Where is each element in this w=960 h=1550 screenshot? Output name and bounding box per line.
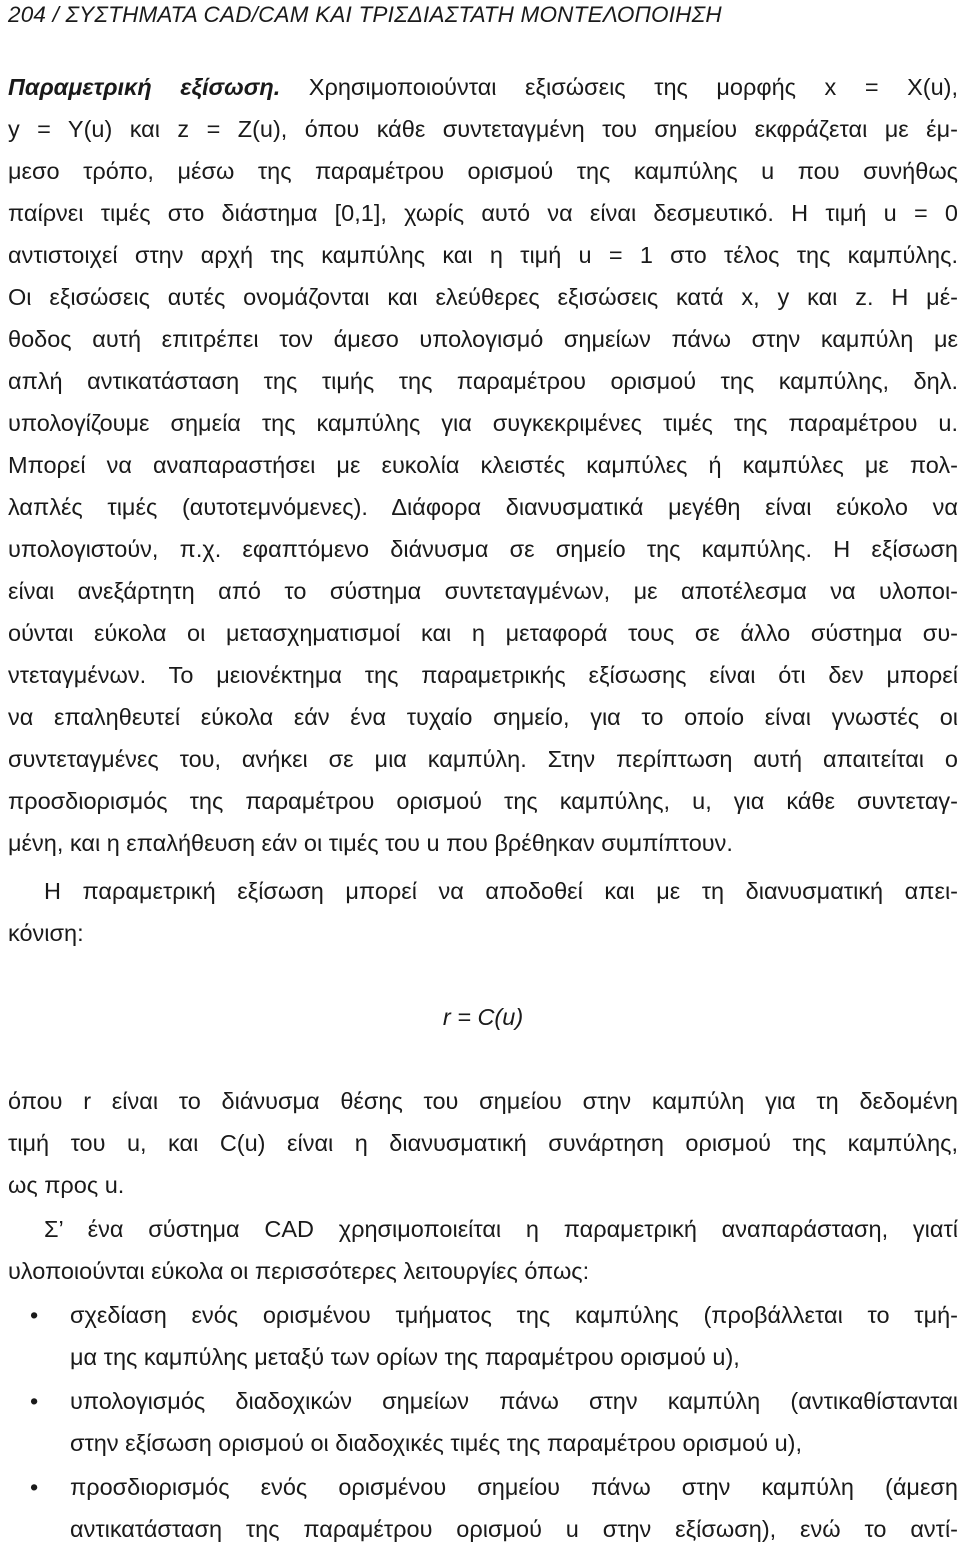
paragraph-3-line-1: όπου r είναι το διάνυσμα θέσης του σημείου στην καμπύλη για τη δεδομένη — [8, 1088, 958, 1114]
paragraph-3-line-3: ως προς u. — [8, 1172, 125, 1198]
paragraph-1-line: παίρνει τιμές στο διάστημα [0,1], χωρίς αυτό να είναι δεσμευτικό. Η τιμή u = 0 — [8, 200, 958, 226]
paragraph-1-line-1-text: Χρησιμοποιούνται εξισώσεις της μορφής x = X(u), — [280, 74, 959, 100]
paragraph-2-line-1: Η παραμετρική εξίσωση μπορεί να αποδοθεί και με τη διανυσματική απει- — [44, 878, 958, 904]
paragraph-1-line: θοδος αυτή επιτρέπει τον άμεσο υπολογισμό σημείων πάνω στην καμπύλη με — [8, 326, 958, 352]
paragraph-1-line: είναι ανεξάρτητη από το σύστημα συντεταγμένων, με αποτέλεσμα να υλοποι- — [8, 578, 958, 604]
paragraph-1-line: μεσο τρόπο, μέσω της παραμέτρου ορισμού της καμπύλης u που συνήθως — [8, 158, 958, 184]
paragraph-1-line: ντεταγμένων. Το μειονέκτημα της παραμετρικής εξίσωσης είναι ότι δεν μπορεί — [8, 662, 958, 688]
bullet-item-3-line-2: αντικατάσταση της παραμέτρου ορισμού u στην εξίσωση), ενώ το αντί- — [70, 1516, 958, 1542]
paragraph-2-line-2: κόνιση: — [8, 920, 84, 946]
bullet-marker: • — [30, 1388, 39, 1414]
bullet-item-2-line-1: υπολογισμός διαδοχικών σημείων πάνω στην καμπύλη (αντικαθίστανται — [70, 1388, 958, 1414]
paragraph-3-line-2: τιμή του u, και C(u) είναι η διανυσματική συνάρτηση ορισμού της καμπύλης, — [8, 1130, 958, 1156]
paragraph-1-line: Οι εξισώσεις αυτές ονομάζονται και ελεύθερες εξισώσεις κατά x, y και z. Η μέ- — [8, 284, 958, 310]
paragraph-1-line: προσδιορισμός της παραμέτρου ορισμού της καμπύλης, u, για κάθε συντεταγ- — [8, 788, 958, 814]
paragraph-1-line: συντεταγμένες του, ανήκει σε μια καμπύλη. Στην περίπτωση αυτή απαιτείται ο — [8, 746, 958, 772]
paragraph-1-line: λαπλές τιμές (αυτοτεμνόμενες). Διάφορα διανυσματικά μεγέθη είναι εύκολο να — [8, 494, 958, 520]
paragraph-1-line: υπολογιστούν, π.χ. εφαπτόμενο διάνυσμα σε σημείο της καμπύλης. Η εξίσωση — [8, 536, 958, 562]
paragraph-4-line-2: υλοποιούνται εύκολα οι περισσότερες λειτουργίες όπως: — [8, 1258, 590, 1284]
paragraph-1-line: y = Y(u) και z = Z(u), όπου κάθε συντεταγμένη του σημείου εκφράζεται με έμ- — [8, 116, 958, 142]
paragraph-4-line-1: Σ’ ένα σύστημα CAD χρησιμοποιείται η παραμετρική αναπαράσταση, γιατί — [44, 1216, 958, 1242]
bullet-item-2-line-2: στην εξίσωση ορισμού οι διαδοχικές τιμές της παραμέτρου ορισμού u), — [70, 1430, 803, 1456]
formula: r = C(u) — [442, 1004, 524, 1030]
bullet-marker: • — [30, 1302, 39, 1328]
paragraph-1-line: απλή αντικατάσταση της τιμής της παραμέτρου ορισμού της καμπύλης, δηλ. — [8, 368, 958, 394]
bullet-item-3-line-1: προσδιορισμός ενός ορισμένου σημείου πάνω στην καμπύλη (άμεση — [70, 1474, 958, 1500]
term-heading: Παραμετρική εξίσωση. — [8, 74, 281, 100]
bullet-marker: • — [30, 1474, 39, 1500]
paragraph-1-line: να επαληθευτεί εύκολα εάν ένα τυχαίο σημείο, για το οποίο είναι γνωστές οι — [8, 704, 958, 730]
running-header: 204 / ΣΥΣΤΗΜΑΤΑ CAD/CAM ΚΑΙ ΤΡΙΣΔΙΑΣΤΑΤΗ ΜΟΝΤΕΛΟΠΟΙΗΣΗ — [8, 2, 722, 27]
bullet-item-1-line-1: σχεδίαση ενός ορισμένου τμήματος της καμπύλης (προβάλλεται το τμή- — [70, 1302, 958, 1328]
paragraph-1-line: ούνται εύκολα οι μετασχηματισμοί και η μεταφορά τους σε άλλο σύστημα συ- — [8, 620, 958, 646]
paragraph-1-line: υπολογίζουμε σημεία της καμπύλης για συγκεκριμένες τιμές της παραμέτρου u. — [8, 410, 958, 436]
paragraph-1-line: Μπορεί να αναπαραστήσει με ευκολία κλειστές καμπύλες ή καμπύλες με πολ- — [8, 452, 958, 478]
paragraph-1-line: αντιστοιχεί στην αρχή της καμπύλης και η τιμή u = 1 στο τέλος της καμπύλης. — [8, 242, 958, 268]
bullet-item-1-line-2: μα της καμπύλης μεταξύ των ορίων της παραμέτρου ορισμού u), — [70, 1344, 740, 1370]
paragraph-1-last-line: μένη, και η επαλήθευση εάν οι τιμές του u που βρέθηκαν συμπίπτουν. — [8, 830, 733, 856]
paragraph-1-line-1 — [8, 66, 958, 108]
